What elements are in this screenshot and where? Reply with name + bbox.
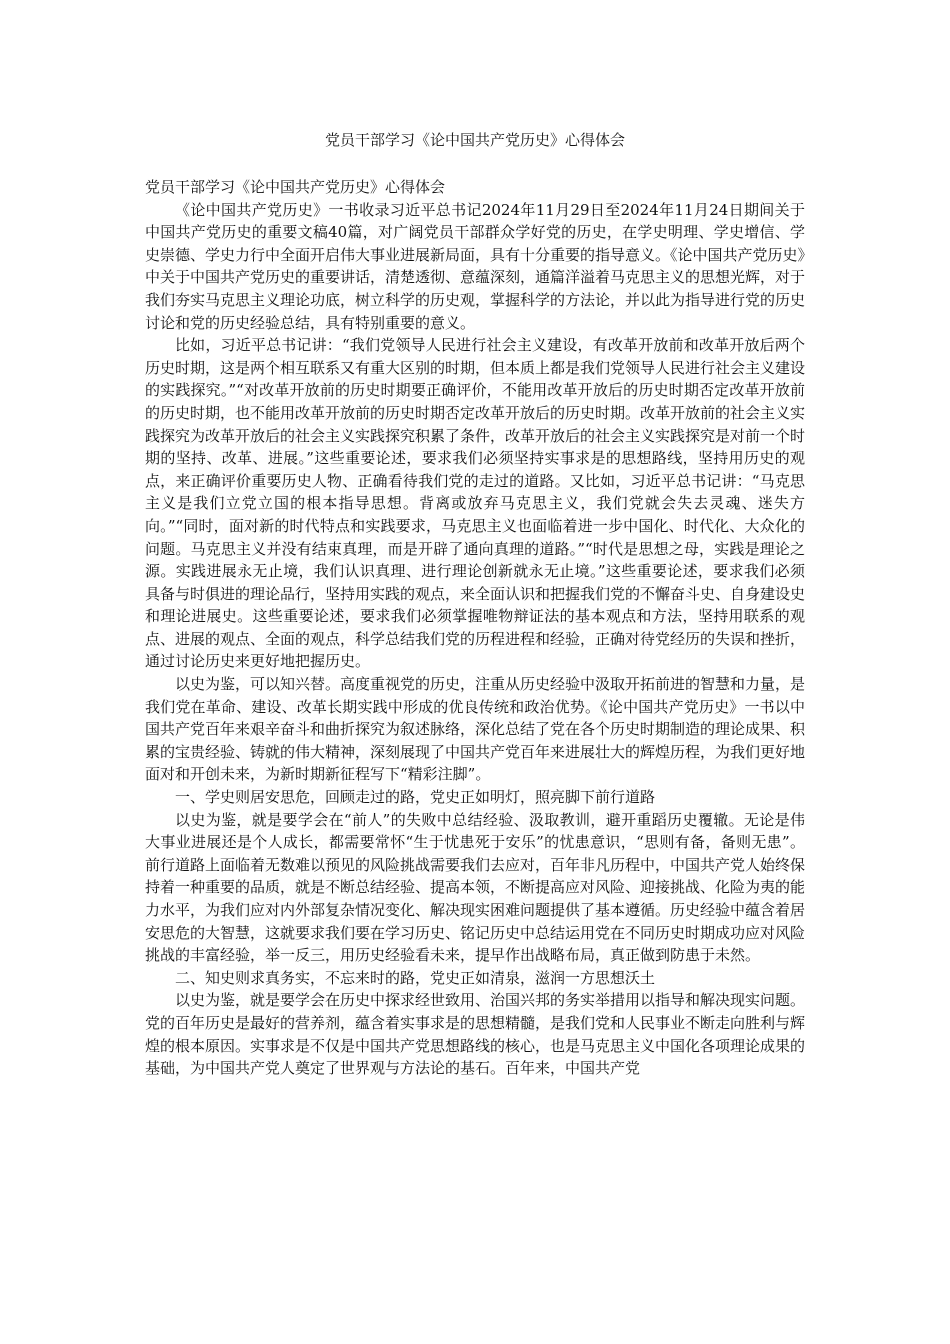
paragraph-intro: 《论中国共产党历史》一书收录习近平总书记2024年11月29日至2024年11月24日期间关于中国共产党历史的重要文稿40篇，对广阔党员干部群众学好党的历史，在学史明理、学史增信、学史崇德、学史力行中全面开启伟大事业进展新局面，具有十分重要的指导意义。《论中国共产党历史》中关于中国共产党历史的重要讲话，清楚透彻、意蕴深刻，通篇洋溢着马克思主义的思想光辉，对于我们夯实马克思主义理论功底，树立科学的历史观，掌握科学的方法论，并以此为指导进行党的历史讨论和党的历史经验总结，具有特别重要的意义。 xyxy=(145,200,806,332)
section-heading-one: 一、学史则居安思危，回顾走过的路，党史正如明灯，照亮脚下前行道路 xyxy=(175,788,656,807)
body-heading: 党员干部学习《论中国共产党历史》心得体会 xyxy=(145,178,446,196)
paragraph-section-two: 以史为鉴，就是要学会在历史中探求经世致用、治国兴邦的务实举措用以指导和解决现实问题。党的百年历史是最好的营养剂，蕴含着实事求是的思想精髓，是我们党和人民事业不断走向胜利与辉煌的根本原因。实事求是不仅是中国共产党思想路线的核心，也是马克思主义中国化各项理论成果的基础，为中国共产党人奠定了世界观与方法论的基石。百年来，中国共产党 xyxy=(145,991,806,1078)
paragraph-section-one: 以史为鉴，就是要学会在“前人”的失败中总结经验、汲取教训，避开重蹈历史覆辙。无论是伟大事业进展还是个人成长，都需要常怀“生于忧患死于安乐”的忧患意识，“思则有备，备则无患”。前行道路上面临着无数难以预见的风险挑战需要我们去应对，百年非凡历程中，中国共产党人始终保持着一种重要的品质，就是不断总结经验、提高本领，不断提高应对风险、迎接挑战、化险为夷的能力水平，为我们应对内外部复杂情况变化、解决现实困难问题提供了基本遵循。历史经验中蕴含着居安思危的大智慧，这就要求我们要在学习历史、铭记历史中总结运用党在不同历史时期成功应对风险挑战的丰富经验，举一反三，用历史经验看未来，提早作出战略布局，真正做到防患于未然。 xyxy=(145,810,806,965)
document-body xyxy=(145,176,805,1080)
paragraph-examples: 比如，习近平总书记讲：“我们党领导人民进行社会主义建设，有改革开放前和改革开放后两个历史时期，这是两个相互联系又有重大区别的时期，但本质上都是我们党领导人民进行社会主义建设的实践探究。”“对改革开放前的历史时期要正确评价，不能用改革开放后的历史时期否定改革开放前的历史时期，也不能用改革开放前的历史时期否定改革开放后的历史时期。改革开放前的社会主义实践探究为改革开放后的社会主义实践探究积累了条件，改革开放后的社会主义实践探究是对前一个时期的坚持、改革、进展。”这些重要论述，要求我们必须坚持实事求是的思想路线，坚持用历史的观点，来正确评价重要历史人物、正确看待我们党的走过的道路。又比如，习近平总书记讲：“马克思主义是我们立党立国的根本指导思想。背离或放弃马克思主义，我们党就会失去灵魂、迷失方向。”“同时，面对新的时代特点和实践要求，马克思主义也面临着进一步中国化、时代化、大众化的问题。马克思主义并没有结束真理，而是开辟了通向真理的道路。”“时代是思想之母，实践是理论之源。实践进展永无止境，我们认识真理、进行理论创新就永无止境。”这些重要论述，要求我们必须具备与时俱进的理论品行，坚持用实践的观点，来全面认识和把握我们党的不懈奋斗史、自身建设史和理论进展史。这些重要论述，要求我们必须掌握唯物辩证法的基本观点和方法，坚持用联系的观点、进展的观点、全面的观点，科学总结我们党的历程进程和经验，正确对待党经历的失误和挫折，通过讨论历史来更好地把握历史。 xyxy=(145,336,806,671)
section-heading-two: 二、知史则求真务实，不忘来时的路，党史正如清泉，滋润一方思想沃土 xyxy=(175,968,656,987)
document-title: 党员干部学习《论中国共产党历史》心得体会 xyxy=(324,131,625,149)
paragraph-history-lesson: 以史为鉴，可以知兴替。高度重视党的历史，注重从历史经验中汲取开拓前进的智慧和力量，是我们党在革命、建设、改革长期实践中形成的优良传统和政治优势。《论中国共产党历史》一书以中国共产党百年来艰辛奋斗和曲折探究为叙述脉络，深化总结了党在各个历史时期制造的理论成果、积累的宝贵经验、铸就的伟大精神，深刻展现了中国共产党百年来进展壮大的辉煌历程，为我们更好地面对和开创未来，为新时期新征程写下“精彩注脚”。 xyxy=(145,675,806,784)
